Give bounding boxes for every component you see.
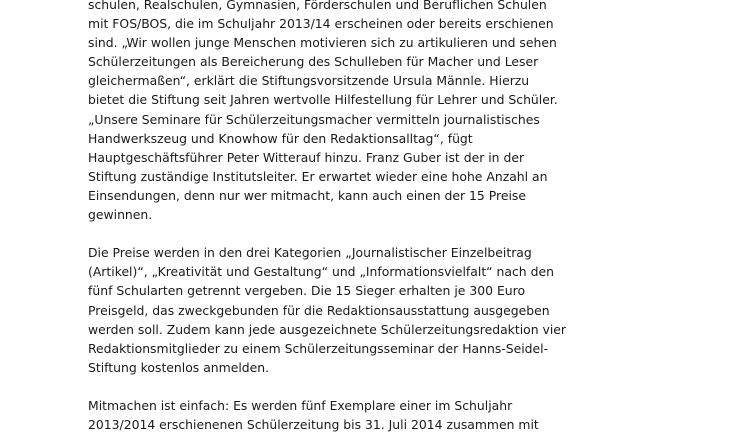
text-line: werden soll. Zudem kann jede ausgezeichnete Schülerzeitungsredaktion vier: [88, 321, 567, 337]
text-line: (Artikel)“, „Kreativität und Gestaltung“ und „Informationsvielfalt“ nach den: [88, 264, 554, 280]
text-line: sind. „Wir wollen junge Menschen motivieren sich zu artikulieren und sehen: [88, 35, 557, 51]
text-line: „Unsere Seminare für Schülerzeitungsmacher vermitteln journalistisches: [88, 111, 540, 127]
paragraph-spacer: [88, 224, 568, 243]
text-line: mit FOS/BOS, die im Schuljahr 2013/14 erscheinen oder bereits erschienen: [88, 16, 554, 32]
text-line: gleichermaßen“, erklärt die Stiftungsvorsitzende Ursula Männle. Hierzu: [88, 73, 530, 89]
paragraph-spacer: [88, 377, 568, 396]
text-line: bietet die Stiftung seit Jahren wertvolle Hilfestellung für Lehrer und Schüler.: [88, 92, 558, 108]
text-line: Hauptgeschäftsführer Peter Witterauf hinzu. Franz Guber ist der in der: [88, 149, 525, 165]
text-line: Redaktionsmitglieder zu einem Schülerzeitungsseminar der Hanns-Seidel-: [88, 340, 549, 356]
paragraph-2: [88, 243, 568, 377]
text-line: schulen, Realschulen, Gymnasien, Förderschulen und Beruflichen Schulen: [88, 0, 547, 12]
text-line: Mitmachen ist einfach: Es werden fünf Exemplare einer im Schuljahr: [88, 397, 513, 413]
paragraph-3: [88, 396, 568, 434]
text-line: Die Preise werden in den drei Kategorien „Journalistischer Einzelbeitrag: [88, 245, 532, 261]
text-line: Stiftung kostenlos anmelden.: [88, 359, 270, 375]
text-line: Handwerkszeug und Knowhow für den Redaktionsalltag“, fügt: [88, 130, 473, 146]
text-line: Preisgeld, das zweckgebunden für die Redaktionsausstattung ausgegeben: [88, 302, 550, 318]
text-line: fünf Schularten getrennt vergeben. Die 15 Sieger erhalten je 300 Euro: [88, 283, 526, 299]
text-line: Einsendungen, denn nur wer mitmacht, kann auch einen der 15 Preise: [88, 187, 526, 203]
text-line: 2013/2014 erschienenen Schülerzeitung bis 31. Juli 2014 zusammen mit: [88, 417, 539, 433]
text-line: Schülerzeitungen als Bereicherung des Schulleben für Macher und Leser: [88, 54, 539, 70]
document-page: [88, 0, 568, 434]
text-line: Stiftung zuständige Institutsleiter. Er erwartet wieder eine hohe Anzahl an: [88, 168, 548, 184]
paragraph-1: [88, 0, 568, 224]
text-line: gewinnen.: [88, 207, 153, 223]
